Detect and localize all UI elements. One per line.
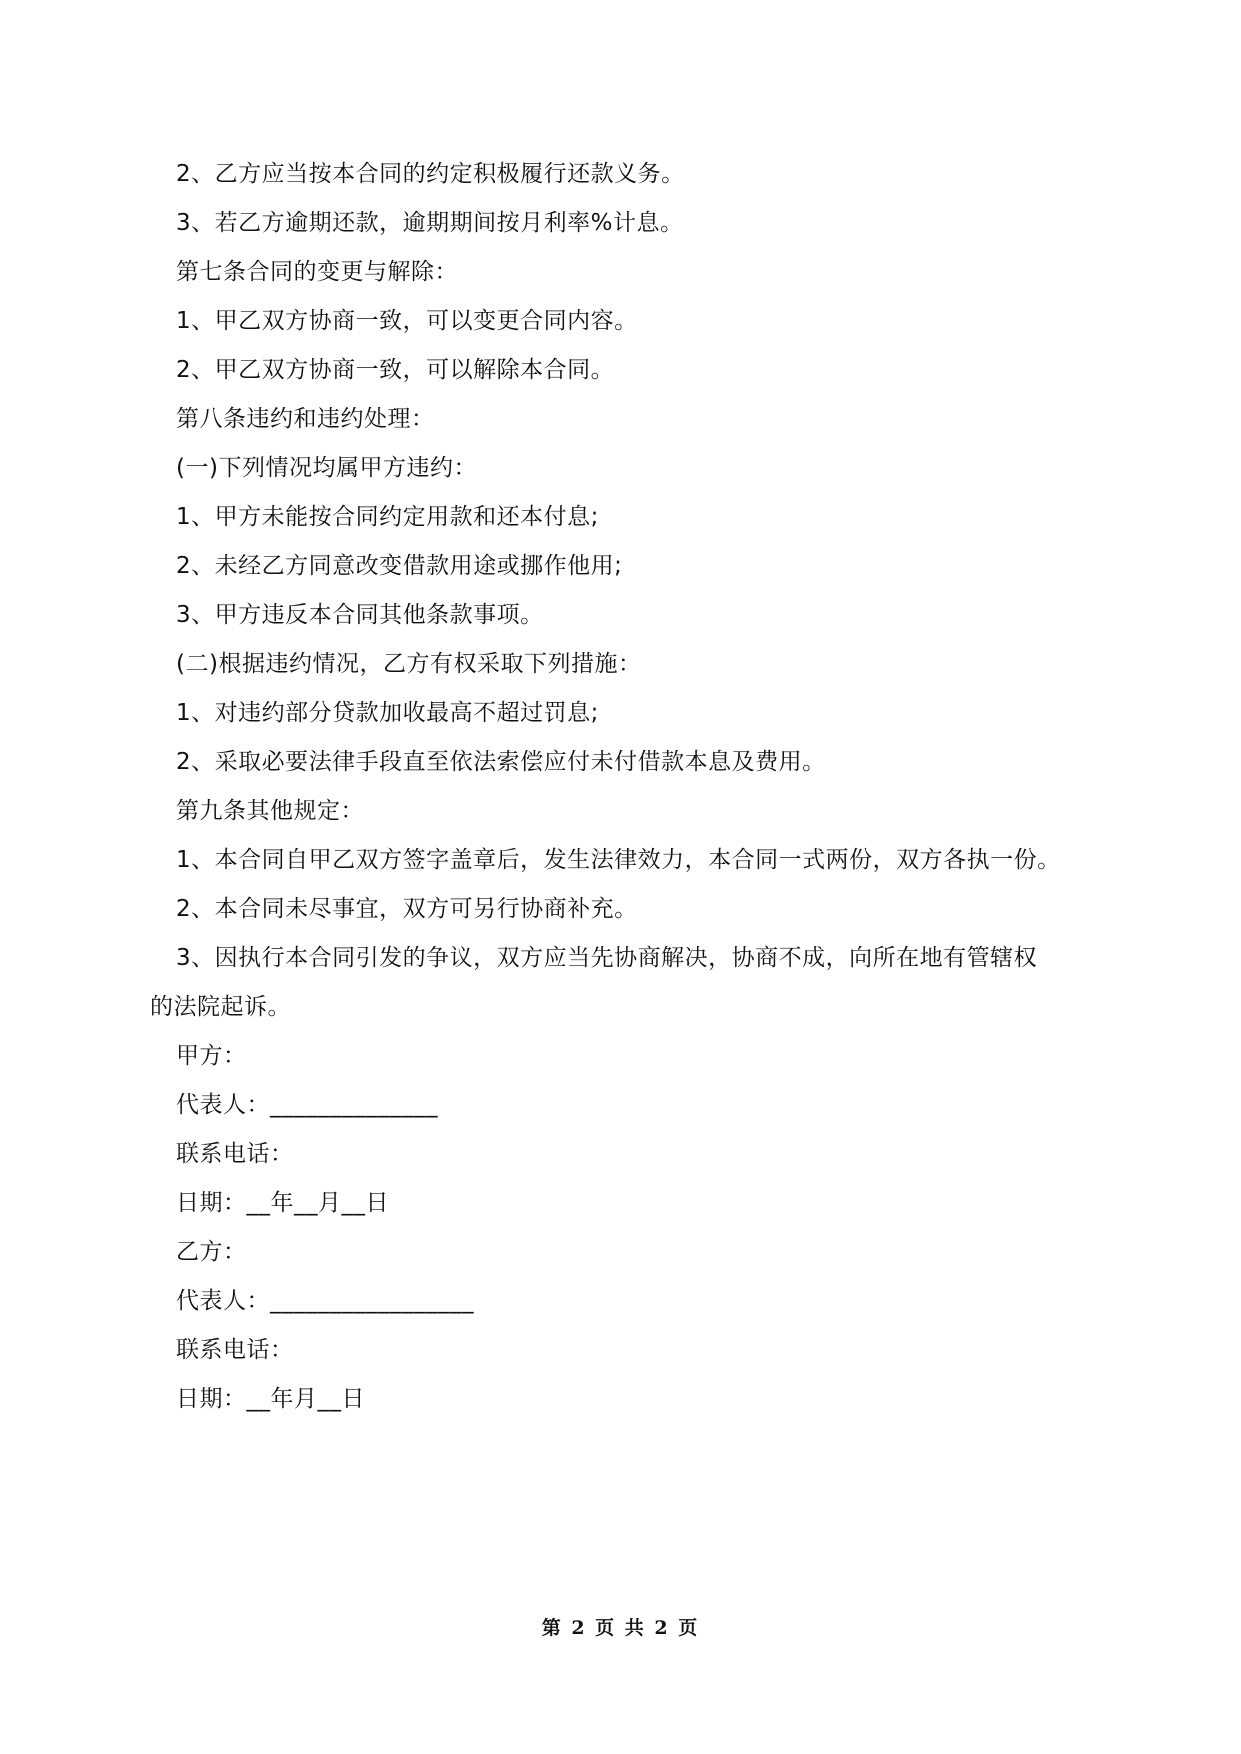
party-a-phone: 联系电话： (176, 1141, 294, 1167)
clause-8-subheading-1: (一)下列情况均属甲方违约： (176, 455, 477, 481)
document-body (150, 150, 1110, 1424)
clause-6-item-3: 3、若乙方逾期还款，逾期期间按月利率%计息。 (176, 210, 684, 236)
clause-8-a-item-1: 1、甲方未能按合同约定用款和还本付息; (176, 504, 599, 530)
clause-6-item-2: 2、乙方应当按本合同的约定积极履行还款义务。 (176, 161, 685, 187)
party-a-date: 日期：__年__月__日 (176, 1190, 389, 1216)
clause-8-subheading-2: (二)根据违约情况，乙方有权采取下列措施： (176, 651, 642, 677)
party-b-phone: 联系电话： (176, 1337, 294, 1363)
party-a-label: 甲方： (176, 1043, 247, 1069)
clause-8-heading: 第八条违约和违约处理： (176, 406, 435, 432)
page-number-footer: 第 2 页 共 2 页 (541, 1617, 700, 1639)
clause-8-b-item-1: 1、对违约部分贷款加收最高不超过罚息; (176, 700, 599, 726)
clause-7-item-2: 2、甲乙双方协商一致，可以解除本合同。 (176, 357, 615, 383)
clause-8-a-item-2: 2、未经乙方同意改变借款用途或挪作他用; (176, 553, 623, 579)
party-a-representative: 代表人：______________ (176, 1092, 438, 1118)
clause-9-item-1: 1、本合同自甲乙双方签字盖章后，发生法律效力，本合同一式两份，双方各执一份。 (176, 847, 1061, 873)
party-b-date: 日期：__年月__日 (176, 1386, 365, 1412)
clause-9-item-3: 3、因执行本合同引发的争议，双方应当先协商解决，协商不成，向所在地有管辖权 (176, 945, 1038, 971)
clause-9-item-2: 2、本合同未尽事宜，双方可另行协商补充。 (176, 896, 638, 922)
clause-8-a-item-3: 3、甲方违反本合同其他条款事项。 (176, 602, 544, 628)
clause-7-heading: 第七条合同的变更与解除： (176, 259, 458, 285)
clause-7-item-1: 1、甲乙双方协商一致，可以变更合同内容。 (176, 308, 638, 334)
party-b-representative: 代表人：_________________ (176, 1288, 474, 1314)
clause-9-heading: 第九条其他规定： (176, 798, 364, 824)
party-b-label: 乙方： (176, 1239, 247, 1265)
clause-8-b-item-2: 2、采取必要法律手段直至依法索偿应付未付借款本息及费用。 (176, 749, 826, 775)
clause-9-item-3-continued: 的法院起诉。 (150, 994, 291, 1020)
